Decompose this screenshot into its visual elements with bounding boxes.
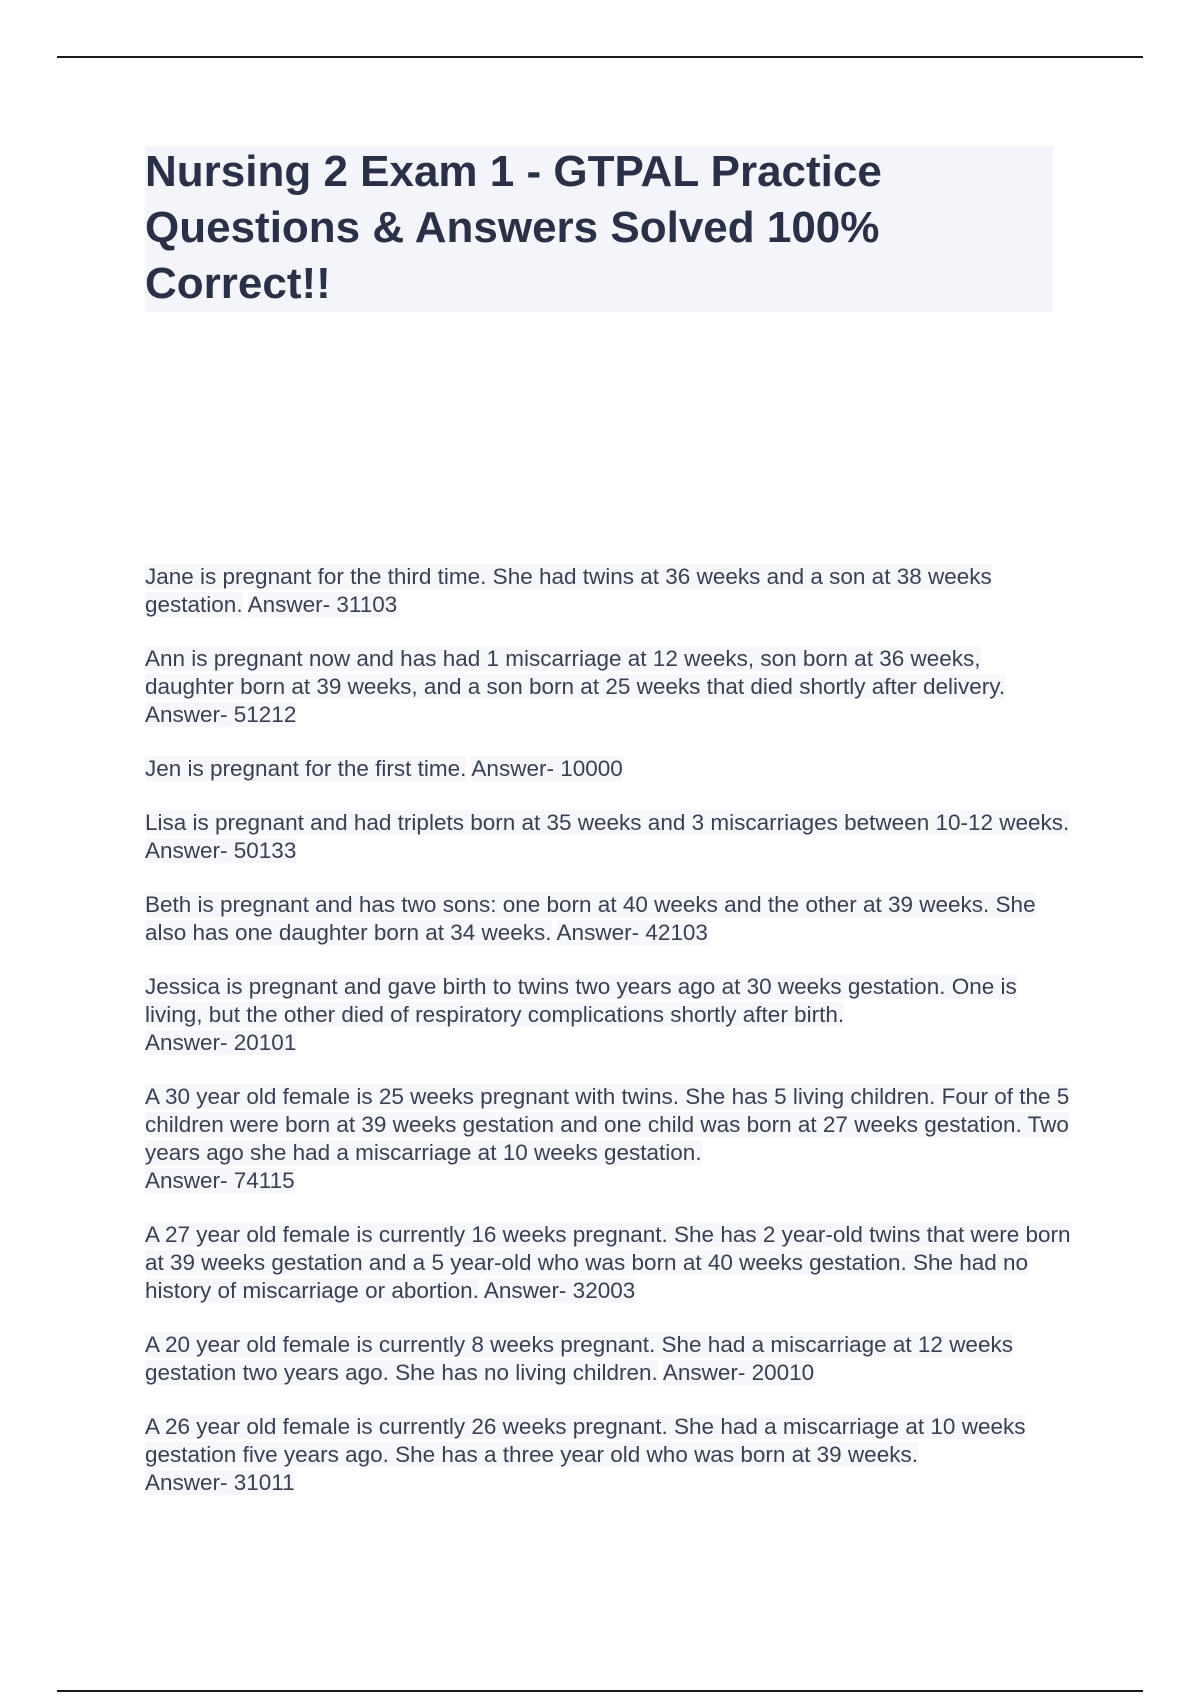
- question-text: Beth is pregnant and has two sons: one born at 40 weeks and the other at 39 weeks. She also has one daughter born at 34 weeks.: [145, 892, 1036, 945]
- qa-list: [145, 563, 1075, 1523]
- question-text: Jen is pregnant for the first time.: [145, 756, 467, 781]
- answer-text: Answer- 10000: [471, 756, 623, 781]
- qa-item: [145, 1083, 1075, 1195]
- question-text: Jessica is pregnant and gave birth to twins two years ago at 30 weeks gestation. One is living, but the other died of respiratory complications shortly after birth.: [145, 974, 1017, 1027]
- qa-item: [145, 563, 1075, 619]
- question-text: Lisa is pregnant and had triplets born at 35 weeks and 3 miscarriages between 10-12 weeks.: [145, 810, 1070, 835]
- answer-text: Answer- 31103: [247, 592, 398, 617]
- qa-item: [145, 891, 1075, 947]
- answer-text: Answer- 51212: [145, 702, 297, 727]
- qa-item: [145, 809, 1075, 865]
- question-text: Jane is pregnant for the third time. She had twins at 36 weeks and a son at 38 weeks gestation.: [145, 564, 992, 617]
- answer-text: Answer- 50133: [145, 838, 297, 863]
- qa-item: [145, 645, 1075, 729]
- question-text: Ann is pregnant now and has had 1 miscarriage at 12 weeks, son born at 36 weeks, daughter born at 39 weeks, and a son born at 25 weeks that died shortly after delivery.: [145, 646, 1006, 699]
- answer-text: Answer- 74115: [145, 1168, 295, 1193]
- answer-text: Answer- 32003: [483, 1278, 636, 1303]
- header-rule: [57, 56, 1143, 58]
- question-text: A 30 year old female is 25 weeks pregnant with twins. She has 5 living children. Four of the 5 children were born at 39 weeks gestation and one child was born at 27 weeks gestation. Two years ago she had a miscarriage at 10 weeks gestation.: [145, 1084, 1070, 1165]
- qa-item: [145, 1331, 1075, 1387]
- document-title: [145, 144, 1053, 312]
- answer-text: Answer- 20010: [662, 1360, 815, 1385]
- answer-text: Answer- 31011: [145, 1470, 295, 1495]
- footer-rule: [57, 1690, 1143, 1692]
- title-line: Nursing 2 Exam 1 - GTPAL Practice: [145, 147, 882, 196]
- title-line: Correct!!: [145, 259, 331, 308]
- qa-item: [145, 973, 1075, 1057]
- question-text: A 26 year old female is currently 26 weeks pregnant. She had a miscarriage at 10 weeks gestation five years ago. She has a three year old who was born at 39 weeks.: [145, 1414, 1026, 1467]
- question-text: A 27 year old female is currently 16 weeks pregnant. She has 2 year-old twins that were born at 39 weeks gestation and a 5 year-old who was born at 40 weeks gestation. She had no history of miscarriage or abortion.: [145, 1222, 1071, 1303]
- title-block: [145, 146, 1053, 312]
- title-line: Questions & Answers Solved 100%: [145, 203, 880, 252]
- qa-item: [145, 1221, 1075, 1305]
- answer-text: Answer- 20101: [145, 1030, 297, 1055]
- answer-text: Answer- 42103: [556, 920, 708, 945]
- qa-item: [145, 755, 1075, 783]
- qa-item: [145, 1413, 1075, 1497]
- question-text: A 20 year old female is currently 8 weeks pregnant. She had a miscarriage at 12 weeks gestation two years ago. She has no living children.: [145, 1332, 1013, 1385]
